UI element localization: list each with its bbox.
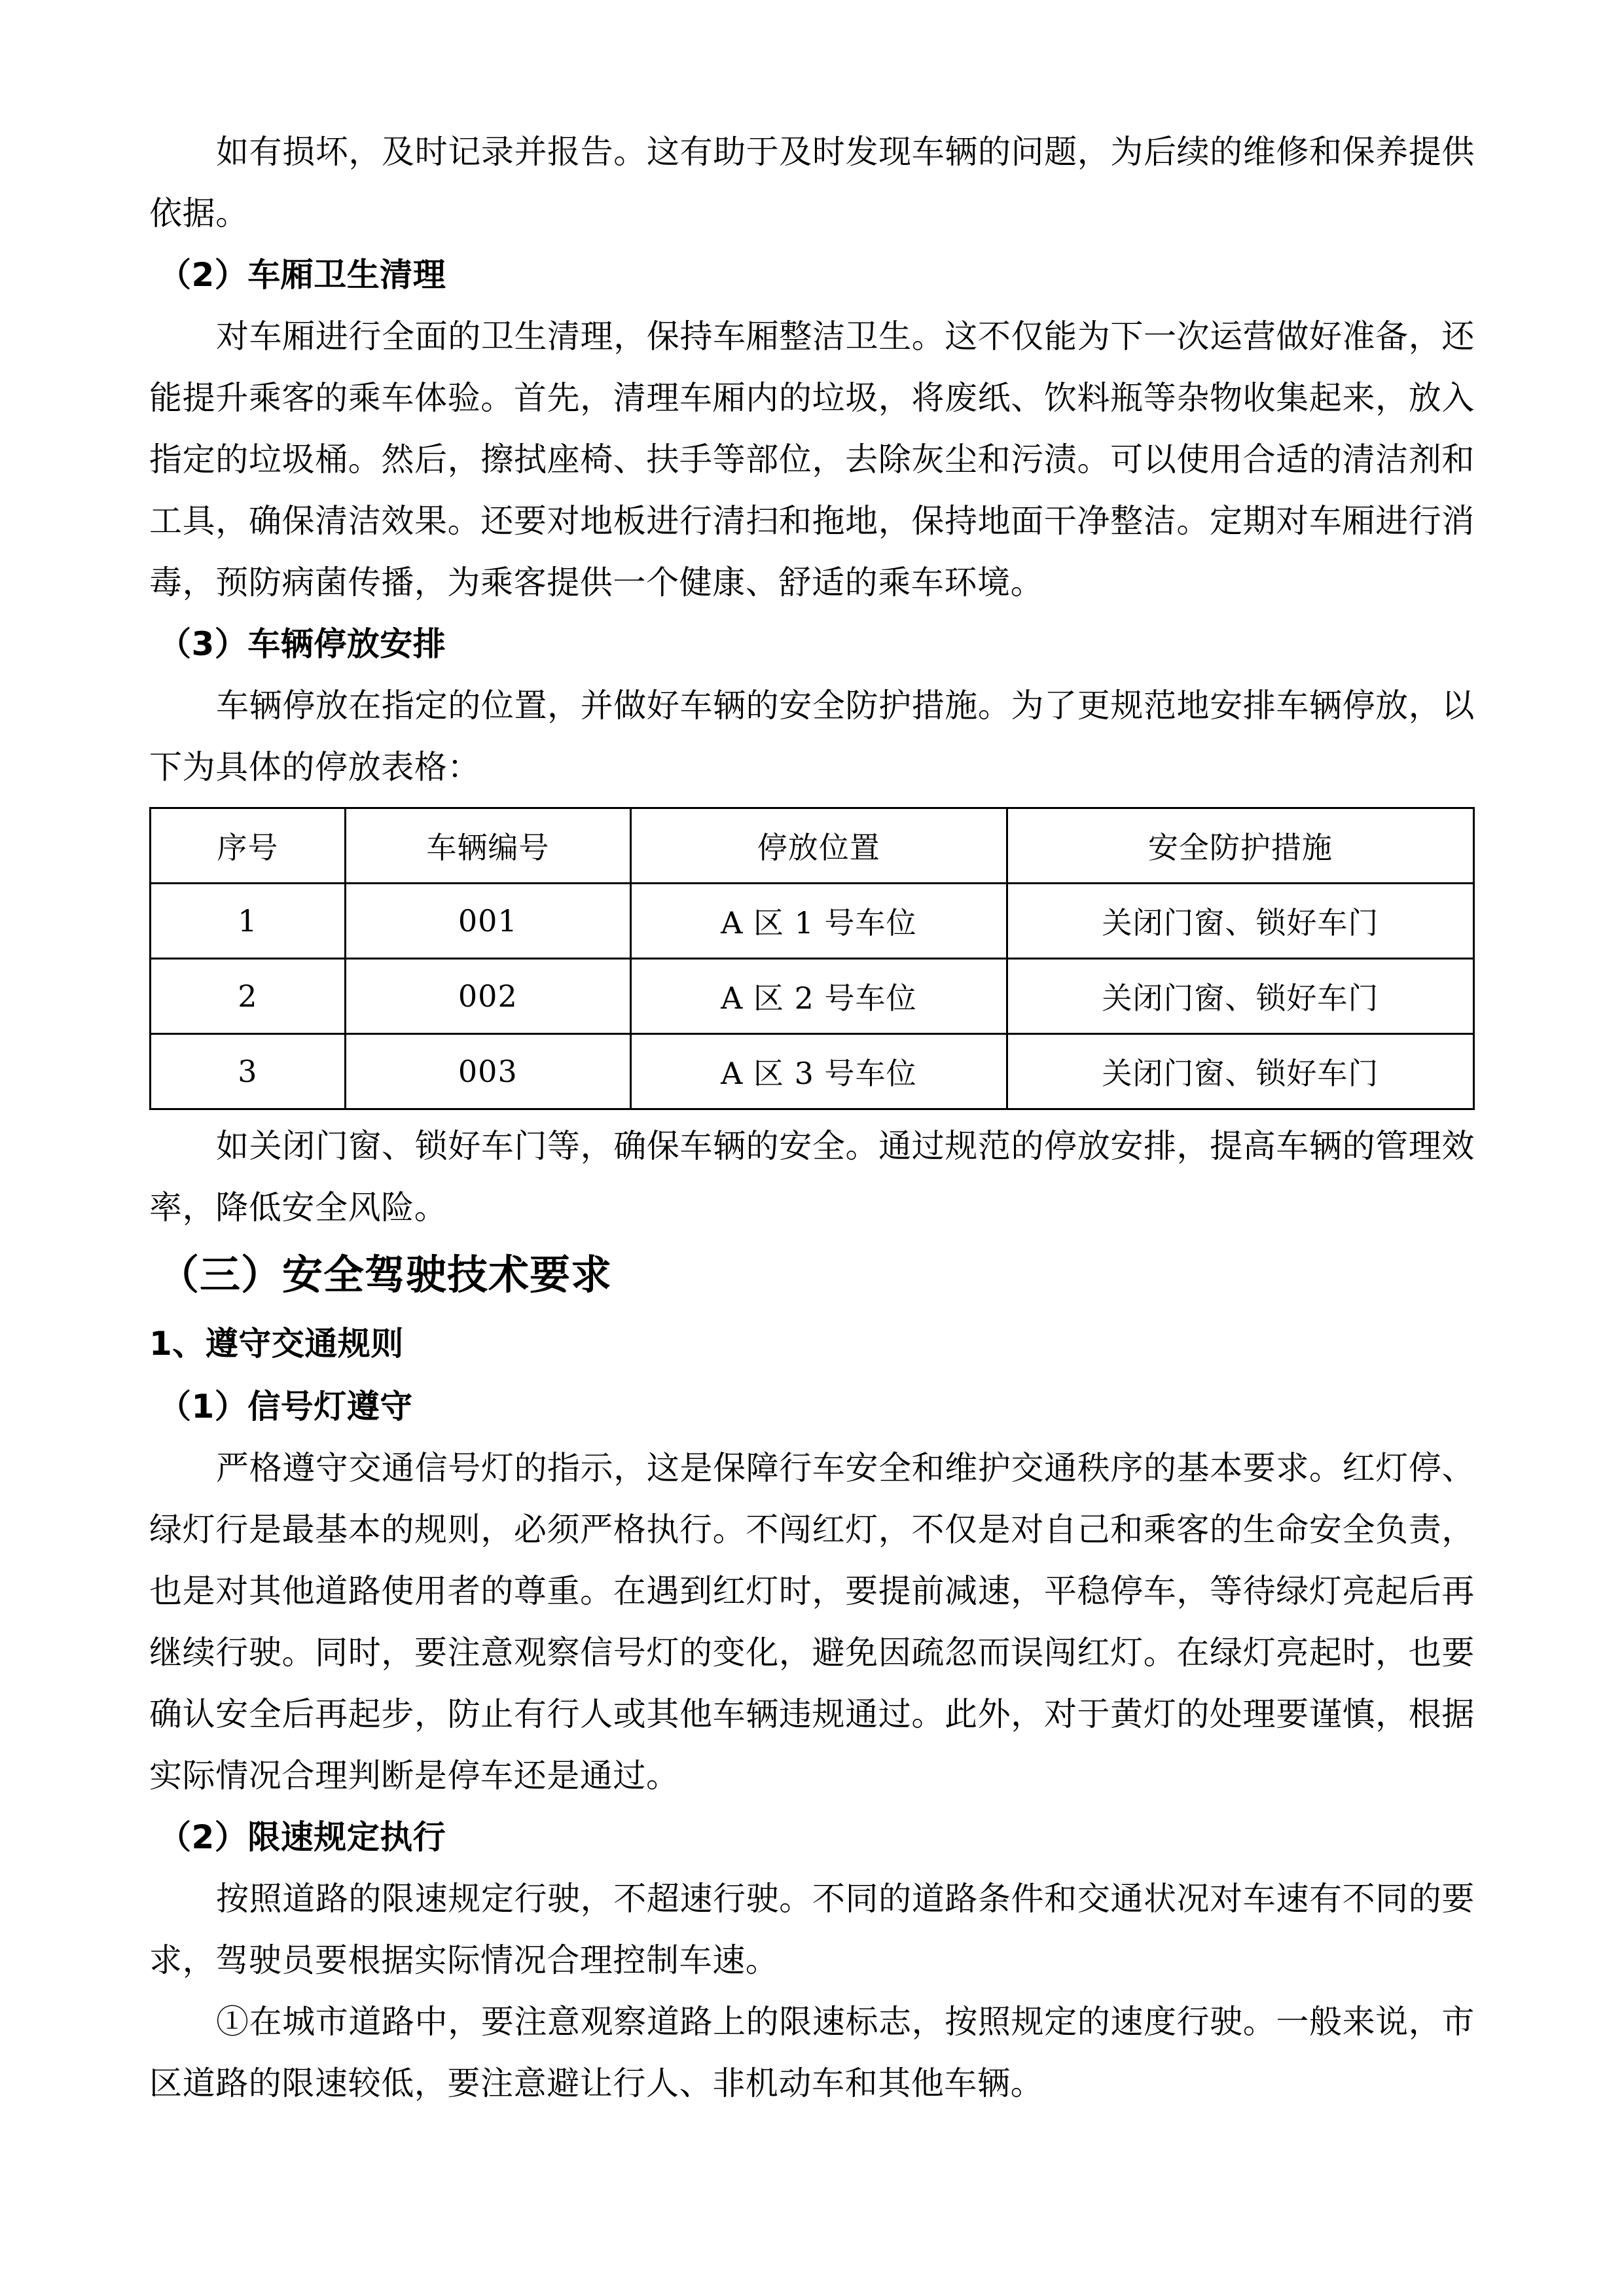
table-cell: 1 <box>151 884 346 959</box>
paragraph-cabin-cleaning: 对车厢进行全面的卫生清理，保持车厢整洁卫生。这不仅能为下一次运营做好准备，还能提升乘客的乘车体验。首先，清理车厢内的垃圾，将废纸、饮料瓶等杂物收集起来，放入指定的垃圾桶。然后，擦拭座椅、扶手等部位，去除灰尘和污渍。可以使用合适的清洁剂和工具，确保清洁效果。还要对地板进行清扫和拖地，保持地面干净整洁。定期对车厢进行消毒，预防病菌传播，为乘客提供一个健康、舒适的乘车环境。 <box>149 317 1475 601</box>
table-cell: 3 <box>151 1034 346 1109</box>
paragraph-signal-light: 严格遵守交通信号灯的指示，这是保障行车安全和维护交通秩序的基本要求。红灯停、绿灯行是最基本的规则，必须严格执行。不闯红灯，不仅是对自己和乘客的生命安全负责，也是对其他道路使用者的尊重。在遇到红灯时，要提前减速，平稳停车，等待绿灯亮起后再继续行驶。同时，要注意观察信号灯的变化，避免因疏忽而误闯红灯。在绿灯亮起时，也要确认安全后再起步，防止有行人或其他车辆违规通过。此外，对于黄灯的处理要谨慎，根据实际情况合理判断是停车还是通过。 <box>149 1449 1475 1795</box>
paragraph-speed-limit: 按照道路的限速规定行驶，不超速行驶。不同的道路条件和交通状况对车速有不同的要求，驾驶员要根据实际情况合理控制车速。 <box>149 1880 1475 1979</box>
table-header-cell: 车辆编号 <box>345 808 630 884</box>
heading-item-1: 1、遵守交通规则 <box>149 1325 404 1363</box>
paragraph-speed-limit-item-1: ①在城市道路中，要注意观察道路上的限速标志，按照规定的速度行驶。一般来说，市区道路的限速较低，要注意避让行人、非机动车和其他车辆。 <box>149 2003 1475 2102</box>
paragraph-parking-intro: 车辆停放在指定的位置，并做好车辆的安全防护措施。为了更规范地安排车辆停放，以下为具体的停放表格： <box>149 687 1475 786</box>
table-header-cell: 序号 <box>151 808 346 884</box>
paragraph-parking-after: 如关闭门窗、锁好车门等，确保车辆的安全。通过规范的停放安排，提高车辆的管理效率，降低安全风险。 <box>149 1127 1475 1227</box>
table-cell: A 区 2 号车位 <box>630 959 1007 1034</box>
table-row <box>151 884 1474 959</box>
heading-signal-light: （1）信号灯遵守 <box>158 1388 413 1426</box>
table-cell: 关闭门窗、锁好车门 <box>1007 1034 1473 1109</box>
table-cell: 关闭门窗、锁好车门 <box>1007 959 1473 1034</box>
parking-table <box>149 807 1475 1110</box>
heading-cabin-cleaning: （2）车厢卫生清理 <box>158 256 446 294</box>
heading-vehicle-parking: （3）车辆停放安排 <box>158 625 446 663</box>
table-cell: 2 <box>151 959 346 1034</box>
table-cell: A 区 1 号车位 <box>630 884 1007 959</box>
table-header-cell: 安全防护措施 <box>1007 808 1473 884</box>
table-row <box>151 1034 1474 1109</box>
paragraph-intro-continued: 如有损坏，及时记录并报告。这有助于及时发现车辆的问题，为后续的维修和保养提供依据。 <box>149 133 1475 232</box>
table-header-cell: 停放位置 <box>630 808 1007 884</box>
table-cell: 002 <box>345 959 630 1034</box>
table-cell: 001 <box>345 884 630 959</box>
table-cell: 003 <box>345 1034 630 1109</box>
table-header-row <box>151 808 1474 884</box>
heading-speed-limit: （2）限速规定执行 <box>158 1818 446 1856</box>
heading-section-three: （三）安全驾驶技术要求 <box>158 1251 613 1299</box>
table-row <box>151 959 1474 1034</box>
table-cell: A 区 3 号车位 <box>630 1034 1007 1109</box>
table-cell: 关闭门窗、锁好车门 <box>1007 884 1473 959</box>
